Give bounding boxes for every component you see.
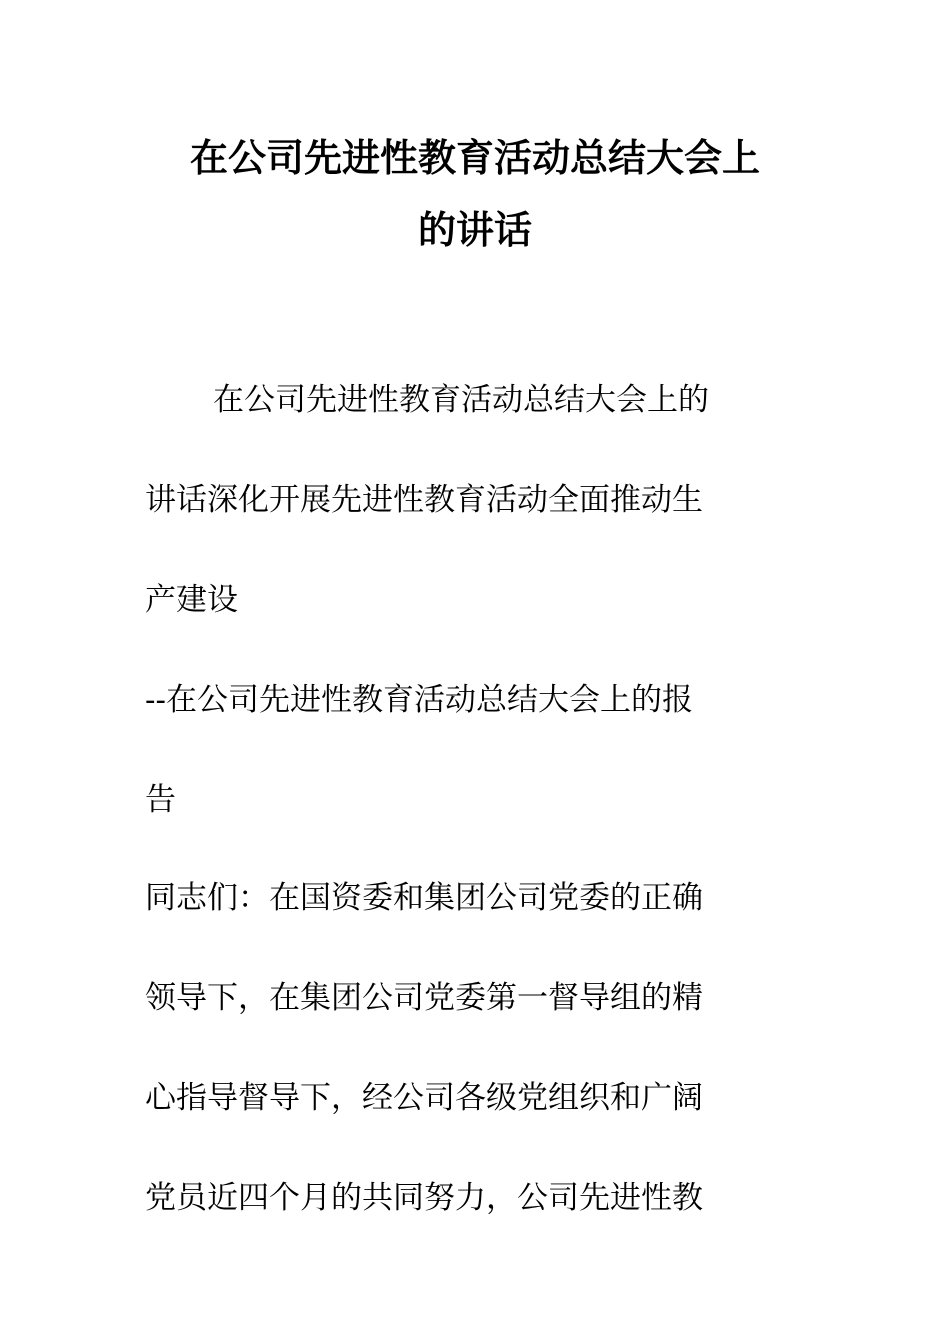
body-line-3: 产建设: [145, 582, 238, 618]
body-line-6: 同志们：在国资委和集团公司党委的正确: [145, 880, 703, 916]
body-line-7: 领导下，在集团公司党委第一督导组的精: [145, 980, 703, 1016]
body-line-2: 讲话深化开展先进性教育活动全面推动生: [145, 482, 703, 518]
body-line-4: --在公司先进性教育活动总结大会上的报: [145, 682, 693, 718]
title-line-2: 的讲话: [417, 208, 532, 252]
document-title: [150, 122, 800, 266]
body-line-5: 告: [145, 782, 176, 818]
title-line-1: 在公司先进性教育活动总结大会上: [189, 136, 760, 180]
body-line-9: 党员近四个月的共同努力，公司先进性教: [145, 1180, 703, 1216]
body-line-1: 在公司先进性教育活动总结大会上的: [213, 382, 709, 418]
body-line-8: 心指导督导下，经公司各级党组织和广阔: [145, 1080, 703, 1116]
